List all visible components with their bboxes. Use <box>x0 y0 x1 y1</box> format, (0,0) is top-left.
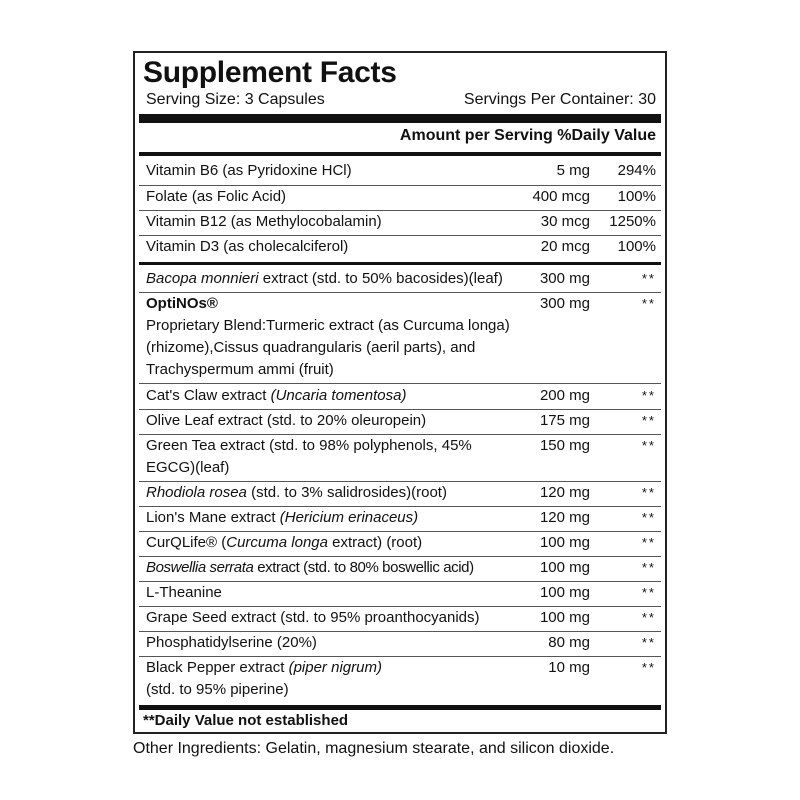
ingredient-daily-value: ** <box>641 413 656 428</box>
row-divider <box>139 383 661 384</box>
ingredient-amount: 150 mg <box>539 437 590 454</box>
servings-per-container: Servings Per Container: 30 <box>463 91 656 108</box>
ingredient-amount: 175 mg <box>539 412 590 429</box>
ingredient-amount: 300 mg <box>539 295 590 312</box>
ingredient-name: OptiNOs® Proprietary Blend:Turmeric extract (as Curcuma longa)(rhizome),Cissus quadrangularis (aeril parts), and Trachyspermum ammi (fruit) <box>146 295 510 378</box>
nutrient-daily-value: 100% <box>617 188 656 205</box>
ingredient-name: Grape Seed extract (std. to 95% proanthocyanids) <box>146 609 480 626</box>
nutrient-daily-value: 294% <box>617 162 656 179</box>
thick-divider <box>139 114 661 123</box>
nutrient-name: Vitamin D3 (as cholecalciferol) <box>146 238 349 255</box>
ingredient-name: CurQLife® (Curcuma longa extract) (root) <box>146 534 423 551</box>
ingredient-daily-value: ** <box>641 560 656 575</box>
ingredient-name: Olive Leaf extract (std. to 20% oleuropein) <box>146 412 427 429</box>
ingredient-name: Boswellia serrata extract (std. to 80% boswellic acid) <box>146 559 474 576</box>
nutrient-amount: 400 mcg <box>532 188 590 205</box>
ingredient-amount: 100 mg <box>539 584 590 601</box>
ingredient-name: Phosphatidylserine (20%) <box>146 634 317 651</box>
section-divider <box>139 262 661 265</box>
ingredient-daily-value: ** <box>641 535 656 550</box>
nutrient-name: Vitamin B12 (as Methylocobalamin) <box>146 213 382 230</box>
ingredient-daily-value: ** <box>641 388 656 403</box>
serving-size: Serving Size: 3 Capsules <box>146 91 325 108</box>
nutrient-name: Vitamin B6 (as Pyridoxine HCl) <box>146 162 352 179</box>
ingredient-amount: 100 mg <box>539 559 590 576</box>
ingredient-amount: 120 mg <box>539 484 590 501</box>
ingredient-name: Green Tea extract (std. to 98% polyphenols, 45% EGCG)(leaf) <box>146 437 472 476</box>
bottom-divider <box>139 705 661 710</box>
nutrient-amount: 30 mcg <box>540 213 590 230</box>
ingredient-name: Bacopa monnieri extract (std. to 50% bacosides)(leaf) <box>146 270 503 287</box>
ingredient-daily-value: ** <box>641 485 656 500</box>
daily-value-footnote: **Daily Value not established <box>143 712 349 729</box>
ingredient-amount: 10 mg <box>548 659 590 676</box>
ingredient-daily-value: ** <box>641 510 656 525</box>
nutrient-amount: 20 mcg <box>540 238 590 255</box>
ingredient-amount: 80 mg <box>548 634 590 651</box>
ingredient-name: Lion's Mane extract (Hericium erinaceus) <box>146 509 419 526</box>
ingredient-daily-value: ** <box>641 296 656 311</box>
ingredient-amount: 200 mg <box>539 387 590 404</box>
nutrient-amount: 5 mg <box>556 162 590 179</box>
column-header: Amount per Serving %Daily Value <box>399 127 656 144</box>
nutrient-daily-value: 1250% <box>609 213 656 230</box>
panel-title: Supplement Facts <box>143 56 397 89</box>
ingredient-name: Black Pepper extract (piper nigrum) (std. to 95% piperine) <box>146 659 382 698</box>
ingredient-daily-value: ** <box>641 660 656 675</box>
ingredient-daily-value: ** <box>641 585 656 600</box>
nutrient-daily-value: 100% <box>617 238 656 255</box>
ingredient-daily-value: ** <box>641 610 656 625</box>
serving-info <box>146 90 656 110</box>
ingredient-name: Cat's Claw extract (Uncaria tomentosa) <box>146 387 407 404</box>
nutrient-name: Folate (as Folic Acid) <box>146 188 287 205</box>
ingredient-row <box>146 293 656 381</box>
ingredient-name: L-Theanine <box>146 584 222 601</box>
ingredient-amount: 100 mg <box>539 609 590 626</box>
ingredient-amount: 120 mg <box>539 509 590 526</box>
ingredient-amount: 100 mg <box>539 534 590 551</box>
ingredient-daily-value: ** <box>641 635 656 650</box>
ingredient-amount: 300 mg <box>539 270 590 287</box>
ingredient-daily-value: ** <box>641 271 656 286</box>
other-ingredients: Other Ingredients: Gelatin, magnesium stearate, and silicon dioxide. <box>133 740 615 757</box>
ingredient-daily-value: ** <box>641 438 656 453</box>
medium-divider <box>139 152 661 156</box>
ingredient-name: Rhodiola rosea (std. to 3% salidrosides)(root) <box>146 484 447 501</box>
